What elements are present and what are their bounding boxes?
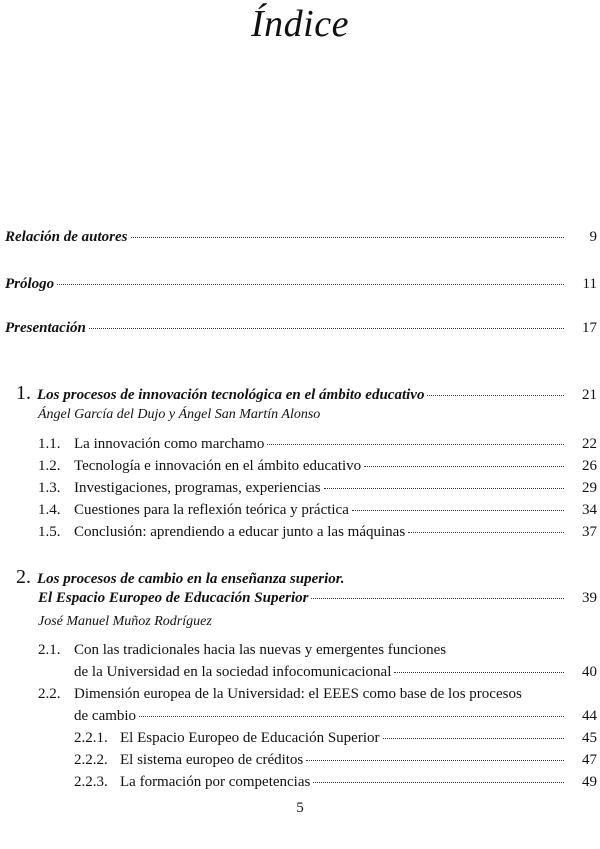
section-number: 1.1.: [38, 436, 61, 452]
toc-page-number: 17: [582, 320, 597, 336]
chapter-number: 1.: [16, 382, 31, 404]
section-label: Conclusión: aprendiendo a educar junto a las máquinas: [74, 524, 406, 540]
toc-page-number: 40: [582, 664, 597, 680]
toc-page-number: 44: [582, 708, 597, 724]
toc-page-number: 9: [589, 229, 597, 245]
subsection-number: 2.2.1.: [74, 730, 108, 746]
toc-page-number: 39: [582, 590, 597, 606]
toc-chapter-2[interactable]: [38, 590, 597, 607]
subsection-label: El sistema europeo de créditos: [120, 752, 304, 768]
toc-section[interactable]: [38, 502, 597, 519]
section-number: 1.2.: [38, 458, 61, 474]
dot-leader: [267, 443, 564, 445]
section-label: Dimensión europea de la Universidad: el EEES como base de los procesos: [74, 686, 522, 702]
toc-entry-label: Prólogo: [5, 276, 55, 292]
chapter-number: 2.: [16, 566, 31, 588]
section-label: Investigaciones, programas, experiencias: [74, 480, 321, 496]
toc-section[interactable]: [38, 480, 597, 497]
dot-leader: [139, 715, 564, 717]
dot-leader: [313, 781, 564, 783]
section-number: 1.4.: [38, 502, 61, 518]
section-number: 1.3.: [38, 480, 61, 496]
toc-page-number: 45: [582, 730, 597, 746]
dot-leader: [131, 236, 565, 238]
toc-page-number: 37: [582, 524, 597, 540]
subsection-number: 2.2.3.: [74, 774, 108, 790]
chapter-title: Los procesos de innovación tecnológica en el ámbito educativo: [37, 387, 425, 403]
section-label: de la Universidad en la sociedad infocomunicacional: [74, 664, 392, 680]
chapter-title: Los procesos de cambio en la enseñanza superior.: [37, 571, 345, 587]
toc-page-number: 29: [582, 480, 597, 496]
toc-section[interactable]: [74, 664, 597, 681]
toc-section[interactable]: [38, 524, 597, 541]
dot-leader: [306, 759, 564, 761]
chapter-authors: José Manuel Muñoz Rodríguez: [38, 614, 212, 629]
toc-section[interactable]: [74, 708, 597, 725]
toc-chapter-2-title-line1[interactable]: [16, 566, 345, 589]
dot-leader: [57, 283, 564, 285]
toc-page-number: 26: [582, 458, 597, 474]
section-label: Con las tradicionales hacia las nuevas y emergentes funciones: [74, 642, 447, 658]
toc-entry-front[interactable]: [5, 229, 597, 246]
toc-page-number: 22: [582, 436, 597, 452]
toc-section[interactable]: [38, 436, 597, 453]
page-number: 5: [296, 800, 304, 816]
section-number: 2.2.: [38, 686, 61, 702]
toc-section-line1[interactable]: [38, 686, 522, 703]
toc-entry-label: Relación de autores: [5, 229, 128, 245]
subsection-label: El Espacio Europeo de Educación Superior: [120, 730, 380, 746]
dot-leader: [364, 465, 564, 467]
section-label: Cuestiones para la reflexión teórica y práctica: [74, 502, 349, 518]
toc-section[interactable]: [38, 458, 597, 475]
chapter-title: El Espacio Europeo de Educación Superior: [38, 590, 309, 606]
section-label: La innovación como marchamo: [74, 436, 265, 452]
dot-leader: [383, 737, 565, 739]
dot-leader: [324, 487, 564, 489]
toc-subsection[interactable]: [74, 730, 597, 747]
toc-page-number: 21: [582, 387, 597, 403]
section-label: de cambio: [74, 708, 137, 724]
dot-leader: [408, 531, 564, 533]
toc-subsection[interactable]: [74, 752, 597, 769]
toc-section-line1[interactable]: [38, 642, 446, 659]
dot-leader: [352, 509, 564, 511]
dot-leader: [394, 671, 564, 673]
toc-page-number: 34: [582, 502, 597, 518]
toc-chapter-1[interactable]: [16, 382, 597, 405]
dot-leader: [311, 597, 564, 599]
page-title: Índice: [251, 3, 349, 45]
toc-page-number: 49: [582, 774, 597, 790]
toc-page-number: 47: [582, 752, 597, 768]
dot-leader: [89, 327, 564, 329]
toc-entry-label: Presentación: [5, 320, 86, 336]
section-number: 1.5.: [38, 524, 61, 540]
subsection-label: La formación por competencias: [120, 774, 311, 790]
section-number: 2.1.: [38, 642, 61, 658]
toc-page-number: 11: [582, 276, 597, 292]
toc-subsection[interactable]: [74, 774, 597, 791]
subsection-number: 2.2.2.: [74, 752, 108, 768]
dot-leader: [427, 394, 564, 396]
chapter-authors: Ángel García del Dujo y Ángel San Martín Alonso: [38, 407, 321, 422]
toc-entry-front[interactable]: [5, 276, 597, 293]
section-label: Tecnología e innovación en el ámbito educativo: [74, 458, 362, 474]
toc-entry-front[interactable]: [5, 320, 597, 337]
